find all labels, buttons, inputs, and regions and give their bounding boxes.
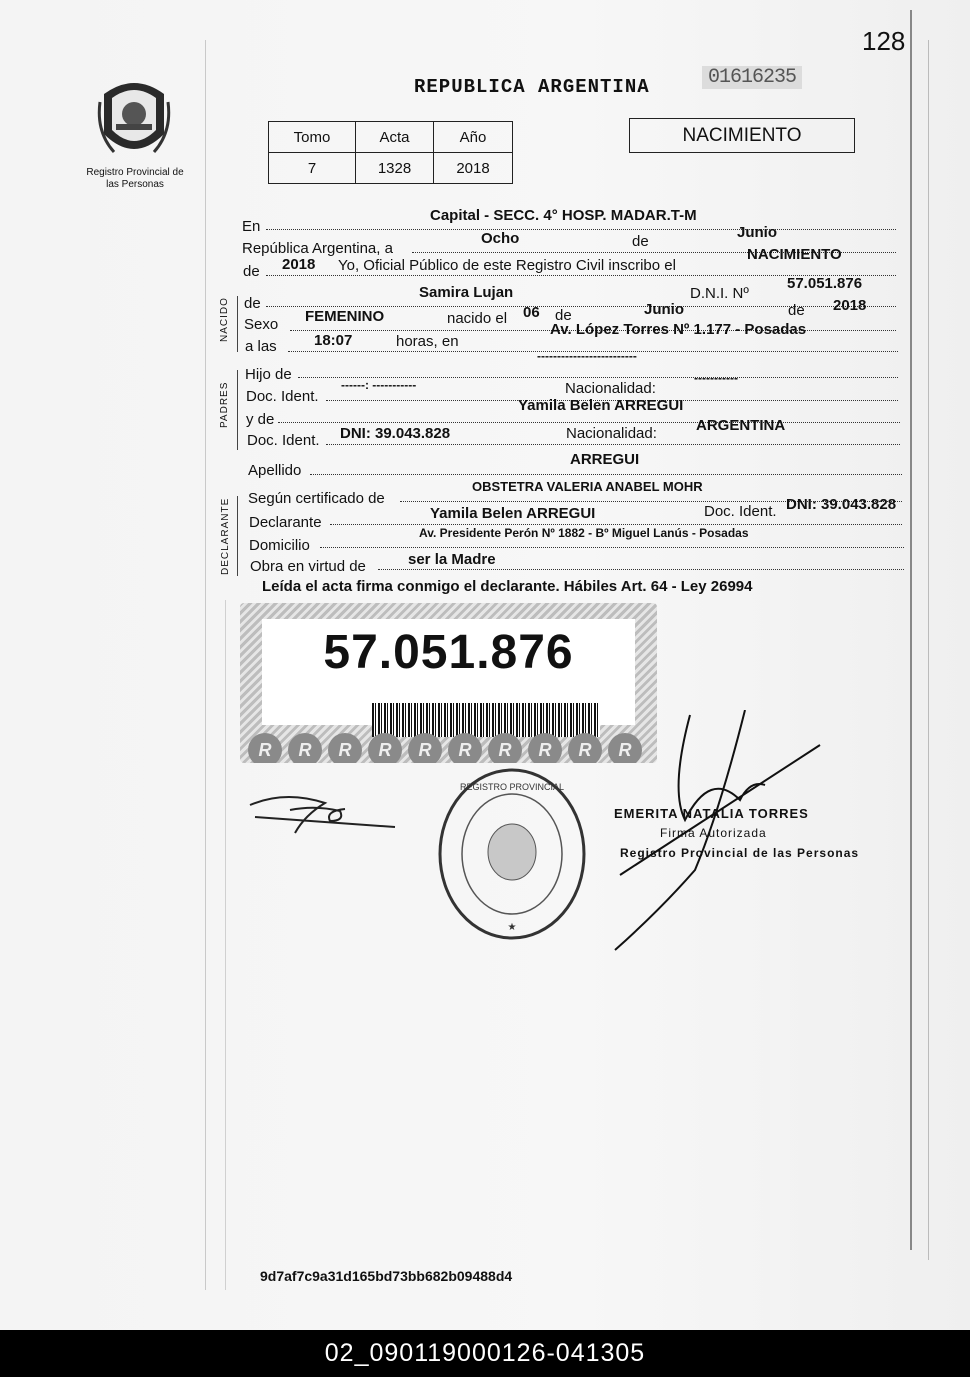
de-label: de [555,307,572,324]
father-nationality: ----------- [694,371,738,385]
province-coat-of-arms [90,72,180,164]
hours-label: horas, en [396,333,459,350]
de-label: de [788,302,805,319]
margin-rule [205,40,206,1290]
registry-header-ano: Año [434,122,513,153]
dni-label: D.N.I. Nº [690,285,749,302]
dni-number: 57.051.876 [323,626,574,679]
dotted-line [330,524,902,525]
registration-month: Junio [737,224,777,241]
section-label-nacido: NACIDO [219,297,230,342]
certificate-issuer: OBSTETRA VALERIA ANABEL MOHR [472,479,703,494]
domicilio-label: Domicilio [249,537,310,554]
svg-text:★: ★ [507,922,517,933]
y-de-label: y de [246,411,275,428]
pattern-letter: R [288,733,322,763]
birth-place: Av. López Torres Nº 1.177 - Posadas [550,321,807,338]
registry-value-acta: 1328 [356,153,434,184]
father-doc: ------: ----------- [341,378,417,392]
document-hash: 9d7af7c9a31d165bd73bb682b09488d4 [260,1268,513,1284]
birth-month: Junio [644,301,684,318]
inner-margin-rule [225,600,226,1290]
officer-signature [600,710,830,960]
declarant-doc: DNI: 39.043.828 [786,496,897,513]
act-type: NACIMIENTO [747,246,842,263]
serial-number: 01616235 [702,66,802,89]
certificate-label: Según certificado de [248,490,385,507]
logo-caption: Registro Provincial de las Personas [86,167,184,190]
registration-year: 2018 [282,256,316,273]
mother-nationality-label: Nacionalidad: [566,425,657,442]
birth-time: 18:07 [314,332,353,349]
declarante-label: Declarante [249,514,322,531]
declarant-name: Yamila Belen ARREGUI [430,505,596,522]
de-label: de [632,233,649,250]
pattern-letter: R [568,733,602,763]
dotted-line [310,474,902,475]
page-edge-shadow [928,40,929,1260]
officer-name: EMERITA NATALIA TORRES [614,806,809,821]
registry-table [268,121,513,184]
officer-office: Registro Provincial de las Personas [620,846,860,860]
mother-name: Yamila Belen ARREGUI [518,397,684,414]
dotted-line [278,422,900,423]
dotted-line [326,444,900,445]
at-label: a las [245,338,277,355]
born-label: nacido el [447,310,508,327]
official-round-seal [432,762,592,952]
birth-day: 06 [523,304,540,321]
mother-doc-label: Doc. Ident. [247,432,320,449]
nacido-de-label: de [244,295,261,312]
pattern-letter: R [328,733,362,763]
section-label-padres: PADRES [219,381,230,428]
child-sex: FEMENINO [305,308,385,325]
security-pattern-row [240,733,657,763]
mother-doc: DNI: 39.043.828 [340,425,451,442]
pattern-letter: R [448,733,482,763]
registry-header-acta: Acta [356,122,434,153]
year-prefix: de [243,263,260,280]
mother-nationality: ARGENTINA [696,417,786,434]
republica-label: República Argentina, a [242,240,393,257]
dotted-line [266,229,896,230]
pattern-letter: R [608,733,642,763]
father-name: ------------------------- [537,349,637,363]
reading-statement: Leída el acta firma conmigo el declarante. Hábiles Art. 64 - Ley 26994 [262,578,753,595]
dni-security-box [240,603,657,763]
sexo-label: Sexo [244,316,279,333]
barcode [372,703,600,737]
pattern-letter: R [368,733,402,763]
scan-id-footer: 02_090119000126-041305 [0,1330,970,1377]
dotted-line [378,569,904,570]
surname: ARREGUI [570,451,640,468]
registry-value-tomo: 7 [269,153,356,184]
registry-value-ano: 2018 [434,153,513,184]
declarant-address: Av. Presidente Perón Nº 1882 - Bº Miguel Lanús - Posadas [419,526,749,540]
coat-of-arms-icon [94,72,174,164]
section-bar [237,496,238,576]
registration-place: Capital - SECC. 4° HOSP. MADAR.T-M [430,207,697,224]
officer-text: Yo, Oficial Público de este Registro Civil inscribo el [338,257,676,274]
page-number: 128 [862,26,906,56]
document-title: REPUBLICA ARGENTINA [414,76,650,98]
section-bar [237,296,238,352]
pattern-letter: R [408,733,442,763]
child-name: Samira Lujan [419,284,514,301]
dotted-line [320,547,904,548]
section-bar [237,370,238,450]
en-label: En [242,218,261,235]
child-dni: 57.051.876 [787,275,863,292]
registration-day: Ocho [481,230,520,247]
birth-year: 2018 [833,297,867,314]
father-nationality-label: Nacionalidad: [565,380,656,397]
declarant-signature [245,785,405,845]
apellido-label: Apellido [248,462,302,479]
officer-role: Firma Autorizada [660,826,767,840]
dni-panel [262,619,635,725]
registry-header-tomo: Tomo [269,122,356,153]
father-doc-label: Doc. Ident. [246,388,319,405]
hijo-label: Hijo de [245,366,292,383]
svg-text:REGISTRO PROVINCIAL: REGISTRO PROVINCIAL [459,782,565,792]
declarant-doc-label: Doc. Ident. [704,503,777,520]
page-edge [910,10,912,1250]
pattern-letter: R [248,733,282,763]
declarant-relationship: ser la Madre [408,551,496,568]
section-label-declarante: DECLARANTE [220,497,231,575]
pattern-letter: R [488,733,522,763]
record-type-box: NACIMIENTO [629,118,855,153]
virtue-label: Obra en virtud de [250,558,366,575]
pattern-letter: R [528,733,562,763]
